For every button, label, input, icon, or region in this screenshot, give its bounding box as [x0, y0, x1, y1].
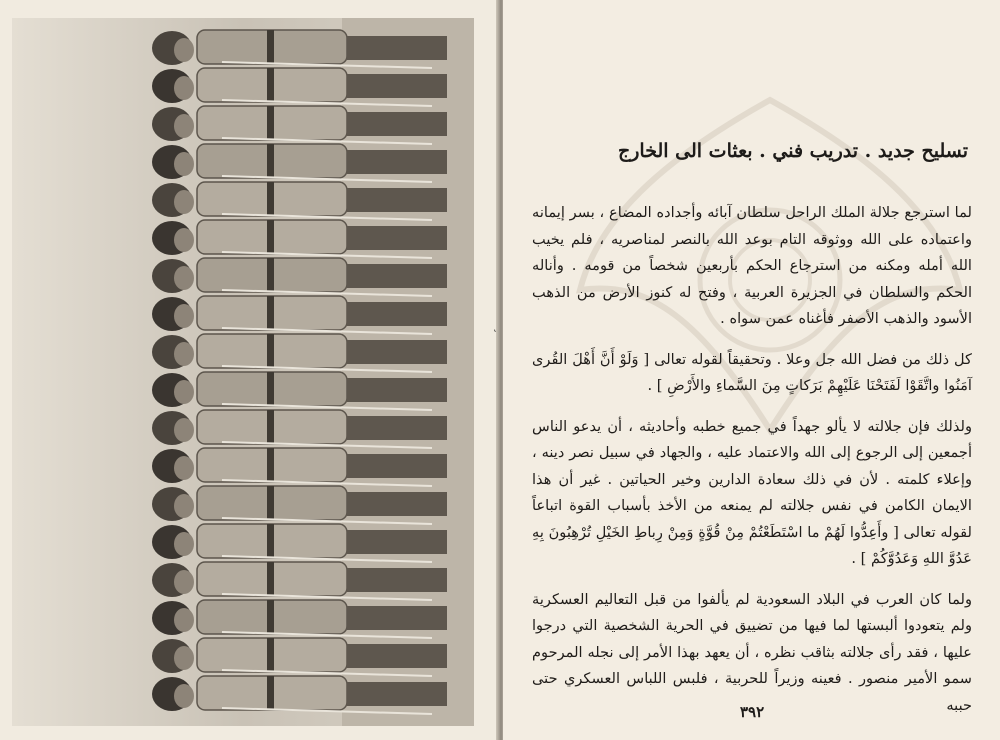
photo-illustration: [12, 18, 474, 726]
soldiers-group-photo: [12, 18, 474, 726]
paragraph-3: ولذلك فإن جلالته لا يألو جهداً في جميع خطبه وأحاديثه ، أن يدعو الناس أجمعين إلى الرجوع إلى الله والاعتماد عليه ، والجهاد في سبيل نصر دينه ، وإعلاء كلمته . لأن في ذلك سعادة الدارين وخير الحياتين . غير أن هذا الايمان الكامن في نفس جلالته لم يمنعه من الأخذ بأسباب القوة اتباعاً لقوله تعالى [ وأَعِدُّوا لَهُمْ ما اسْتَطَعْتُمْ مِنْ قُوَّةٍ وَمِنْ رِباطِ الخَيْلِ تُرْهِبُونَ بِهِ عَدُوَّ اللهِ وَعَدُوَّكُمْ ] .: [532, 417, 972, 567]
paragraph-2: كل ذلك من فضل الله جل وعلا . وتحقيقاً لقوله تعالى [ وَلَوْ أَنَّ أَهْلَ القُرى آمَنُوا واتَّقَوْا لَفَتَحْنَا عَلَيْهِمْ بَرَكاتٍ مِنَ السَّماءِ والأَرْضِ ] .: [532, 350, 972, 394]
paragraph-1: لما استرجع جلالة الملك الراحل سلطان آبائه وأجداده المضاع ، بسر إيمانه واعتماده على الله ووثوقه التام بوعد الله بالنصر لمناصريه ، فلم يخيب الله أمله ومكنه من استرجاع الحكم بأربعين شخصاً من قومه . وأناله الحكم والسلطان في الجزيرة العربية ، وفتح له كنوز الأرض من الذهب الأسود والذهب الأصفر فأغناه عمن سواه .: [532, 204, 972, 327]
body-text: [532, 200, 972, 733]
page-number: ٣٩٢: [740, 703, 765, 721]
chapter-heading: تسليح جديد . تدريب فني . بعثات الى الخارج: [617, 140, 968, 162]
paragraph-4: ولما كان العرب في البلاد السعودية لم يألفوا من قبل التعاليم العسكرية ولم يتعودوا ألبستها لما فيها من تضييق في الحرية الشخصية التي درجوا عليها ، فقد رأى جلالته بثاقب نظره ، أن يعهد بهذا الأمر إلى نجله المرحوم سمو الأمير منصور . فعينه وزيراً للحربية ، فلبس اللباس العسكري حتى حببه: [532, 590, 972, 714]
